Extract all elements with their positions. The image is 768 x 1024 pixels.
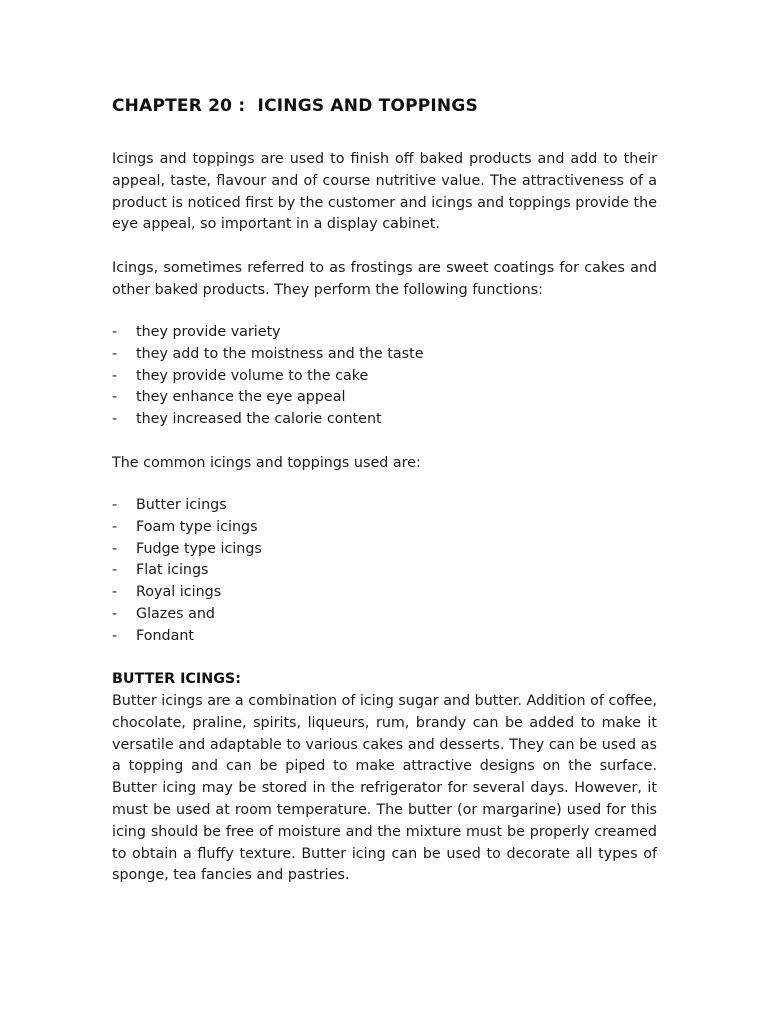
list-item [112, 560, 262, 582]
list-item-text: Royal icings [136, 584, 222, 601]
list-item-text: Fudge type icings [136, 540, 262, 557]
bullet-dash: - [112, 497, 118, 513]
list-item-text: Fondant [136, 627, 195, 644]
butter-icings-paragraph: Butter icings are a combination of icing sugar and butter. Addition of coffee, chocolate, praline, spirits, liqueurs, rum, brandy can be added to make it versatile and adaptable to various cakes and desserts. They can be used as a topping and can be piped to make attractive designs on the surface. Butter icing may be stored in the refrigerator for several days. However, it must be used at room temperature. The butter (or margarine) used for this icing should be free of moisture and the mixture must be properly creamed to obtain a fluffy texture. Butter icing can be used to decorate all types of sponge, tea fancies and pastries. [112, 693, 657, 884]
list-item-text: Flat icings [136, 562, 209, 579]
common-icings-list [112, 495, 262, 648]
list-item-text: they add to the moistness and the taste [136, 345, 424, 362]
bullet-dash: - [112, 540, 118, 557]
common-icings-intro: The common icings and toppings used are: [112, 455, 421, 471]
bullet-dash: - [112, 389, 118, 406]
bullet-dash: - [112, 324, 118, 340]
list-item-text: Foam type icings [136, 518, 258, 535]
list-item [112, 322, 424, 344]
bullet-dash: - [112, 518, 118, 535]
butter-icings-heading: BUTTER ICINGS: [112, 671, 241, 687]
chapter-title: CHAPTER 20 : ICINGS AND TOPPINGS [112, 96, 478, 116]
functions-intro-paragraph: Icings, sometimes referred to as frostings are sweet coatings for cakes and other baked products. They perform the following functions: [112, 260, 657, 298]
bullet-dash: - [112, 367, 118, 384]
bullet-dash: - [112, 562, 118, 579]
list-item-text: they provide volume to the cake [136, 367, 369, 384]
list-item [112, 409, 424, 431]
list-item-text: they provide variety [136, 324, 281, 340]
list-item [112, 582, 262, 604]
list-item [112, 539, 262, 561]
list-item-text: Glazes and [136, 605, 216, 622]
bullet-dash: - [112, 584, 118, 601]
list-item [112, 344, 424, 366]
intro-paragraph: Icings and toppings are used to finish off baked products and add to their appeal, taste, flavour and of course nutritive value. The attractiveness of a product is noticed first by the customer and icings and toppings provide the eye appeal, so important in a display cabinet. [112, 151, 657, 233]
list-item [112, 366, 424, 388]
list-item-text: Butter icings [136, 497, 227, 513]
bullet-dash: - [112, 411, 118, 428]
functions-list [112, 322, 424, 431]
list-item [112, 495, 262, 517]
bullet-dash: - [112, 345, 118, 362]
list-item [112, 387, 424, 409]
bullet-dash: - [112, 627, 118, 644]
list-item [112, 604, 262, 626]
bullet-dash: - [112, 605, 118, 622]
list-item-text: they increased the calorie content [136, 411, 382, 428]
list-item [112, 517, 262, 539]
list-item [112, 626, 262, 648]
list-item-text: they enhance the eye appeal [136, 389, 346, 406]
